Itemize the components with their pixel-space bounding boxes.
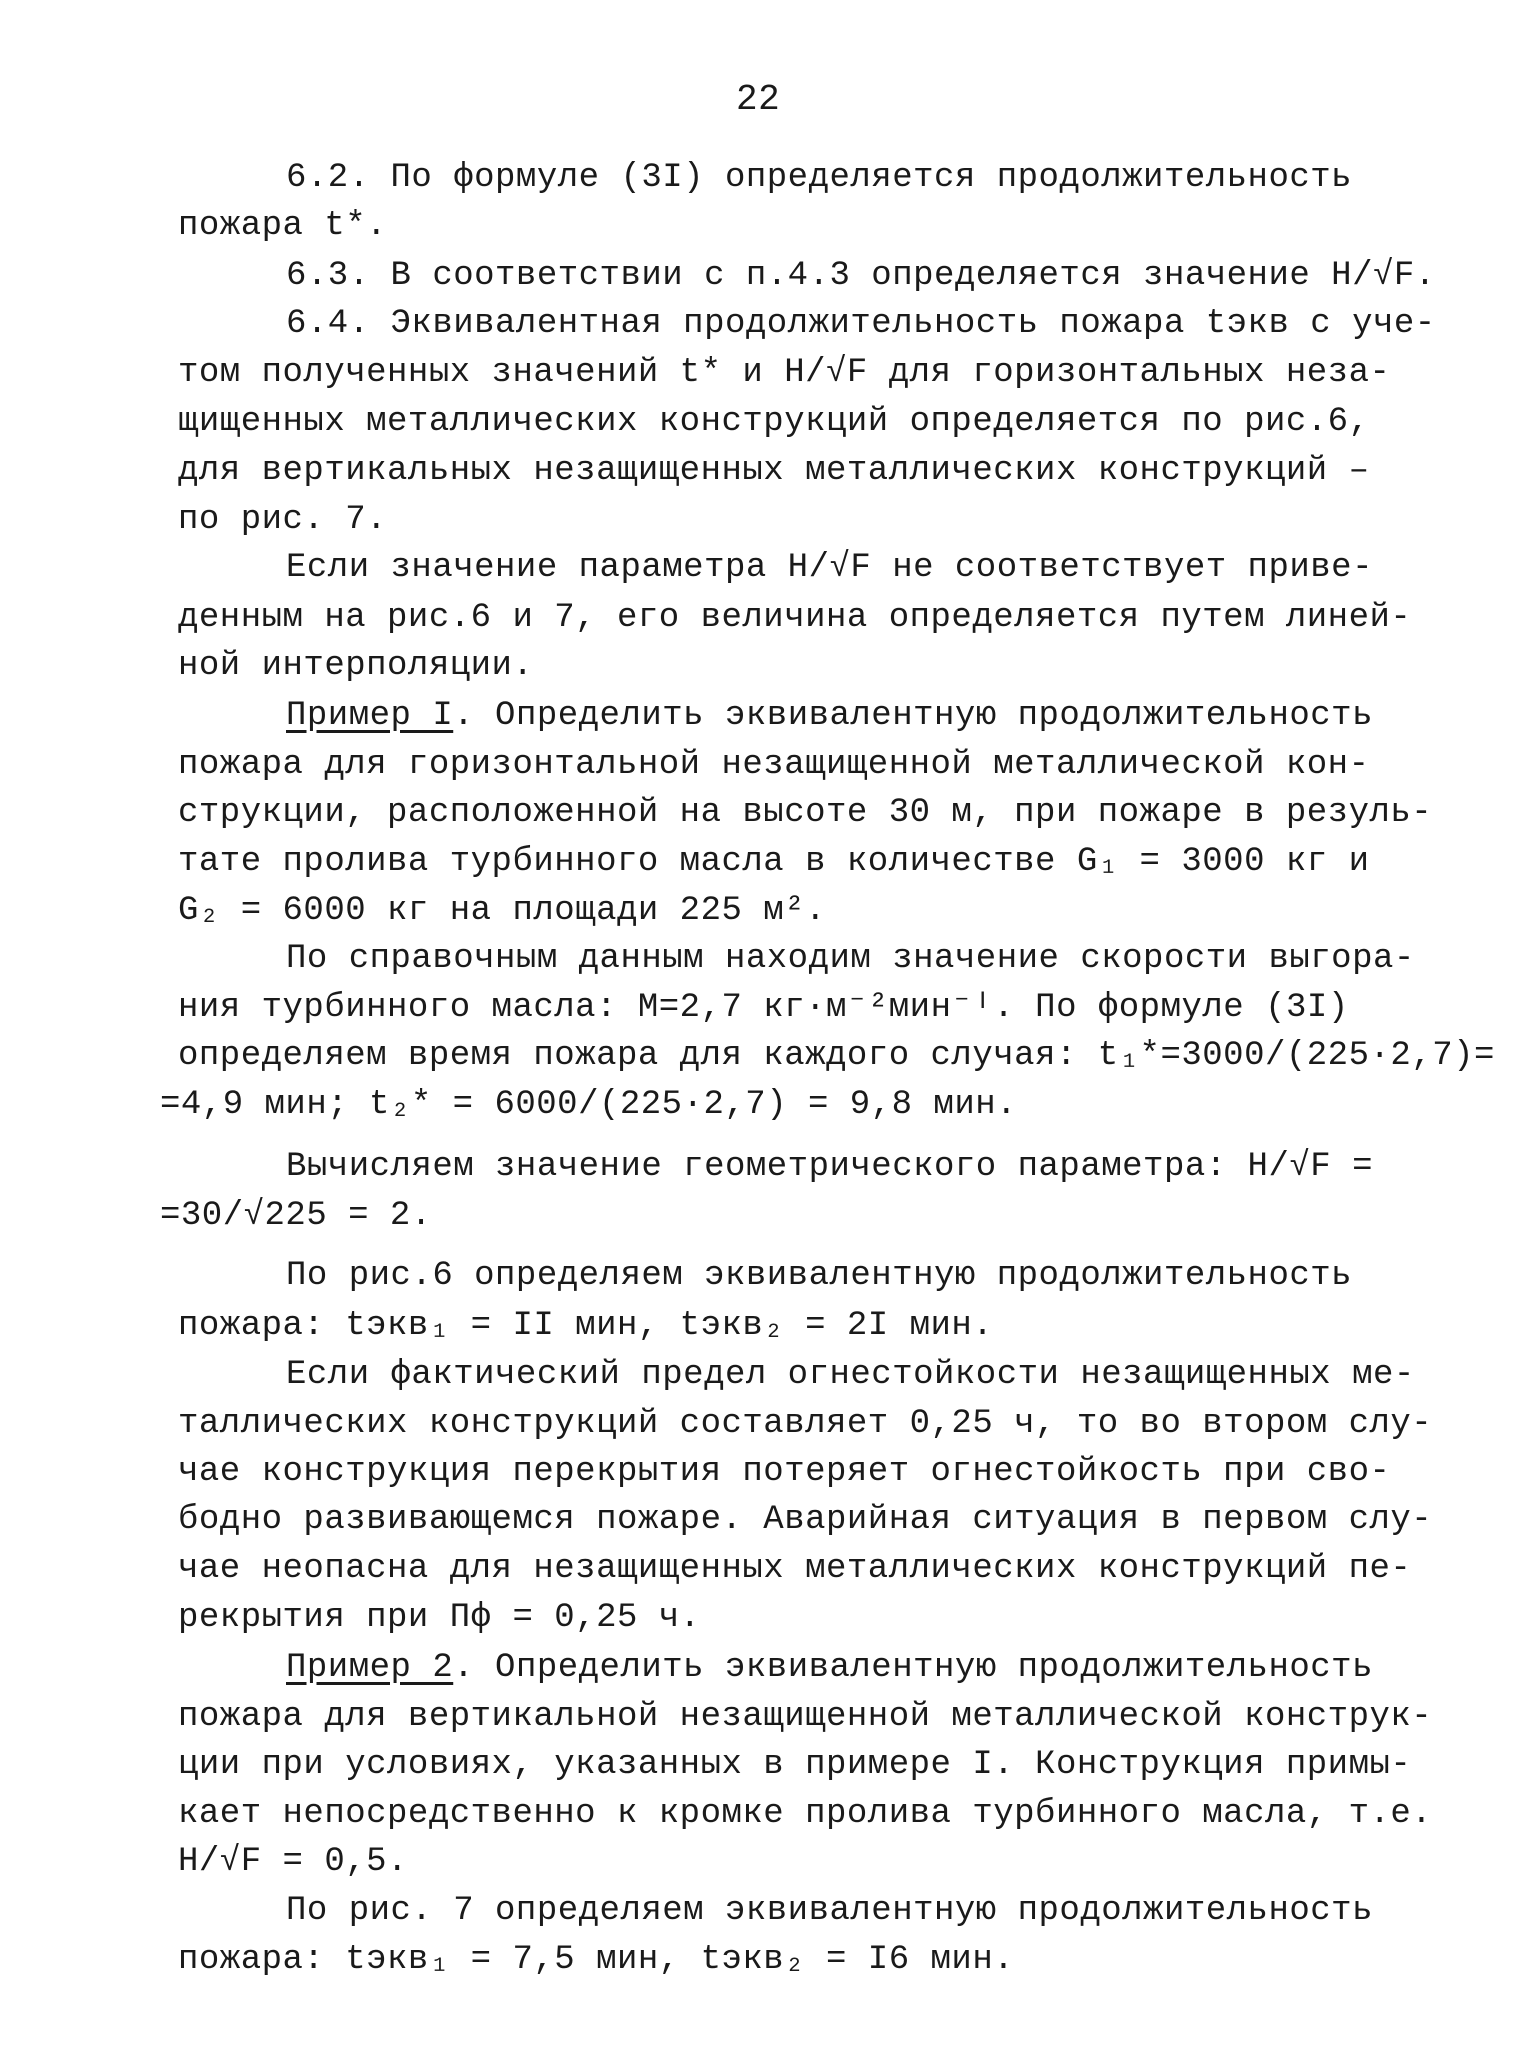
example1-line: бодно развивающемся пожаре. Аварийная ситуация в первом слу-	[178, 1501, 1433, 1539]
example1-line: =30/√225 = 2.	[160, 1197, 432, 1235]
example2-line: Пример 2. Определить эквивалентную продолжительность	[286, 1649, 1373, 1687]
paragraph-line: для вертикальных незащищенных металлических конструкций –	[178, 452, 1370, 490]
example1-line: G₂ = 6000 кг на площади 225 м².	[178, 892, 827, 930]
example2-line: По рис. 7 определяем эквивалентную продолжительность	[286, 1892, 1373, 1930]
example1-line: По справочным данным находим значение скорости выгора-	[286, 940, 1415, 978]
example1-line: чае неопасна для незащищенных металлических конструкций пе-	[178, 1550, 1412, 1588]
example1-line: Пример I. Определить эквивалентную продолжительность	[286, 697, 1373, 735]
example2-line: пожара для вертикальной незащищенной металлической конструк-	[178, 1698, 1433, 1736]
example1-line: По рис.6 определяем эквивалентную продолжительность	[286, 1257, 1353, 1295]
example1-line: =4,9 мин; t₂* = 6000/(225·2,7) = 9,8 мин.	[160, 1086, 1018, 1124]
example1-line: ния турбинного масла: M=2,7 кг·м⁻²мин⁻ᴵ. По формуле (3I)	[178, 989, 1349, 1027]
paragraph-line: по рис. 7.	[178, 501, 388, 539]
paragraph-line: 6.2. По формуле (3I) определяется продолжительность	[286, 159, 1353, 197]
paragraph-line: том полученных значений t* и H/√F для горизонтальных неза-	[178, 354, 1391, 392]
example1-line: пожара: tэкв₁ = II мин, tэкв₂ = 2I мин.	[178, 1307, 994, 1345]
paragraph-line: 6.4. Эквивалентная продолжительность пожара tэкв с уче-	[286, 305, 1436, 343]
example2-line: ции при условиях, указанных в примере I. Конструкция примы-	[178, 1746, 1412, 1784]
example2-line: кает непосредственно к кромке пролива турбинного масла, т.е.	[178, 1795, 1433, 1833]
example1-line: рекрытия при Пф = 0,25 ч.	[178, 1599, 701, 1637]
paragraph-line: денным на рис.6 и 7, его величина определяется путем линей-	[178, 599, 1412, 637]
paragraph-line: 6.3. В соответствии с п.4.3 определяется значение H/√F.	[286, 257, 1436, 295]
example2-label: Пример 2	[286, 1649, 454, 1687]
paragraph-line: пожара t*.	[178, 207, 388, 245]
example1-line: чае конструкция перекрытия потеряет огнестойкость при сво-	[178, 1453, 1391, 1491]
example1-line: струкции, расположенной на высоте 30 м, при пожаре в резуль-	[178, 794, 1433, 832]
paragraph-line: ной интерполяции.	[178, 647, 534, 685]
example2-line: H/√F = 0,5.	[178, 1843, 408, 1881]
example1-line: Вычисляем значение геометрического параметра: H/√F =	[286, 1148, 1373, 1186]
example1-line: Если фактический предел огнестойкости незащищенных ме-	[286, 1356, 1415, 1394]
page-number: 22	[736, 79, 781, 120]
example2-line: пожара: tэкв₁ = 7,5 мин, tэкв₂ = I6 мин.	[178, 1941, 1015, 1979]
example1-line: пожара для горизонтальной незащищенной металлической кон-	[178, 746, 1370, 784]
example1-line: определяем время пожара для каждого случая: t₁*=3000/(225·2,7)=	[178, 1037, 1495, 1075]
paragraph-line: Если значение параметра H/√F не соответствует приве-	[286, 549, 1373, 587]
example1-label: Пример I	[286, 697, 454, 735]
example1-line: тате пролива турбинного масла в количестве G₁ = 3000 кг и	[178, 843, 1370, 881]
paragraph-line: щищенных металлических конструкций определяется по рис.6,	[178, 403, 1370, 441]
example1-line: таллических конструкций составляет 0,25 ч, то во втором слу-	[178, 1405, 1433, 1443]
